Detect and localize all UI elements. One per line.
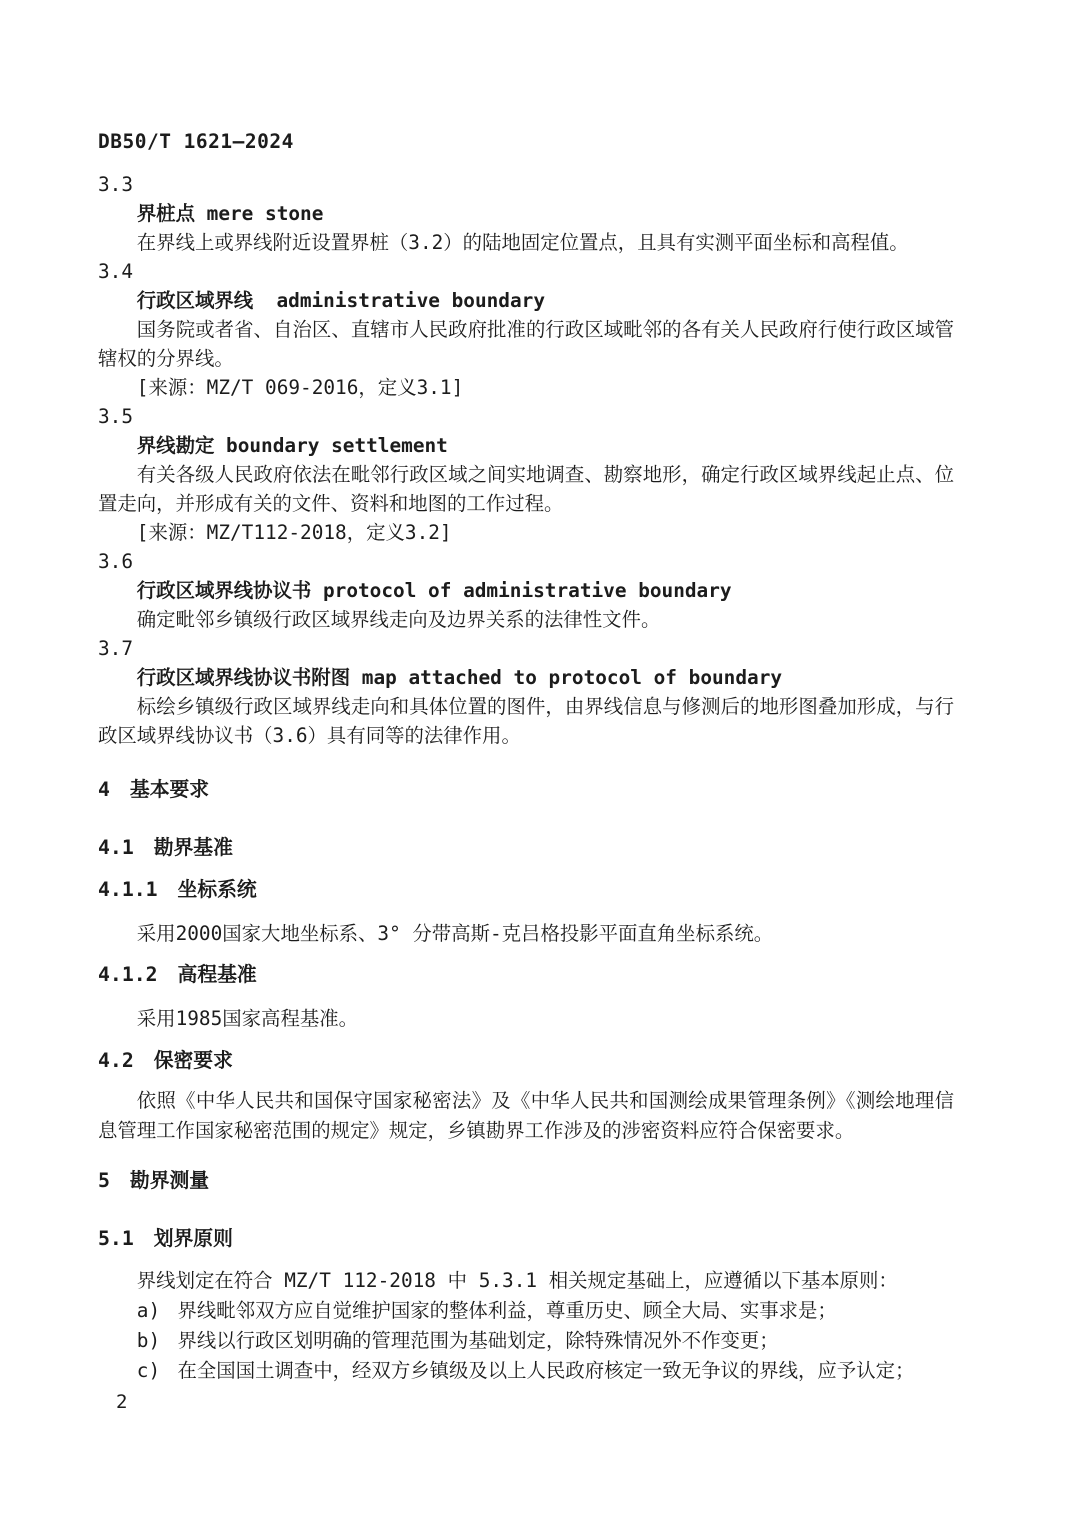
list-item [98, 1296, 954, 1326]
term-title: 界桩点 mere stone [136, 202, 324, 225]
clause-number: 4.2 [98, 1049, 134, 1072]
clause-number: 4.1.1 [98, 878, 158, 901]
term-entry-3-5 [98, 402, 954, 547]
page-content [0, 131, 1074, 1386]
term-source: [来源：MZ/T 069-2016，定义3.1] [136, 376, 464, 399]
clause-body-paragraph: 依照《中华人民共和国保守国家秘密法》及《中华人民共和国测绘成果管理条例》《测绘地理信息管理工作国家秘密范围的规定》规定，乡镇勘界工作涉及的涉密资料应符合保密要求。 [98, 1089, 954, 1142]
subclause-4-1-1-heading [98, 876, 954, 903]
standard-code-header: DB50/T 1621—2024 [98, 130, 294, 153]
term-definition: 标绘乡镇级行政区域界线走向和具体位置的图件，由界线信息与修测后的地形图叠加形成，与行政区域界线协议书（3.6）具有同等的法律作用。 [98, 695, 954, 747]
term-title: 行政区域界线 administrative boundary [136, 289, 545, 312]
clause-body-paragraph: 采用2000国家大地坐标系、3° 分带高斯-克吕格投影平面直角坐标系统。 [136, 922, 774, 945]
term-entry-3-7 [98, 634, 954, 750]
term-number: 3.5 [98, 405, 134, 428]
clause-5-section [98, 1167, 954, 1386]
clause-5-heading [98, 1167, 954, 1194]
clause-title: 坐标系统 [177, 878, 257, 901]
principles-list [98, 1296, 954, 1386]
term-title: 行政区域界线协议书 protocol of administrative boundary [136, 579, 732, 602]
list-item [98, 1326, 954, 1356]
term-entry-3-4 [98, 257, 954, 402]
term-definition: 确定毗邻乡镇级行政区域界线走向及边界关系的法律性文件。 [136, 608, 661, 631]
page-number: 2 [116, 1391, 128, 1413]
clause-title: 保密要求 [153, 1049, 233, 1072]
clause-number: 4 [98, 778, 110, 801]
term-entry-3-6 [98, 547, 954, 634]
term-entry-3-3 [98, 170, 954, 257]
term-title: 界线勘定 boundary settlement [136, 434, 448, 457]
clause-number: 4.1 [98, 836, 134, 859]
principles-intro: 界线划定在符合 MZ/T 112-2018 中 5.3.1 相关规定基础上，应遵循以下基本原则： [136, 1269, 898, 1292]
clause-title: 勘界测量 [129, 1169, 210, 1192]
subclause-4-1-2-heading [98, 961, 954, 988]
clause-title: 勘界基准 [153, 836, 233, 859]
clause-4-heading [98, 776, 954, 803]
clause-number: 4.1.2 [98, 963, 158, 986]
list-item [98, 1356, 954, 1386]
list-item-text: 在全国国土调查中，经双方乡镇级及以上人民政府核定一致无争议的界线，应予认定； [177, 1359, 915, 1382]
list-item-text: 界线毗邻双方应自觉维护国家的整体利益，尊重历史、顾全大局、实事求是； [177, 1299, 837, 1322]
list-item-label: c) [136, 1359, 161, 1382]
term-source: [来源：MZ/T112-2018，定义3.2] [136, 521, 452, 544]
term-number: 3.4 [98, 260, 134, 283]
subclause-4-2-heading [98, 1047, 954, 1074]
term-definition: 在界线上或界线附近设置界桩（3.2）的陆地固定位置点，且具有实测平面坐标和高程值。 [136, 231, 909, 254]
term-number: 3.3 [98, 173, 134, 196]
term-definition: 有关各级人民政府依法在毗邻行政区域之间实地调查、勘察地形，确定行政区域界线起止点、位置走向，并形成有关的文件、资料和地图的工作过程。 [98, 463, 954, 515]
term-number: 3.6 [98, 550, 134, 573]
clause-number: 5 [98, 1169, 110, 1192]
term-definition: 国务院或者省、自治区、直辖市人民政府批准的行政区域毗邻的各有关人民政府行使行政区域管辖权的分界线。 [98, 318, 954, 370]
subclause-4-1-heading [98, 834, 954, 861]
subclause-5-1-heading [98, 1225, 954, 1252]
clause-title: 高程基准 [177, 963, 257, 986]
clause-title: 划界原则 [153, 1227, 233, 1250]
clause-title: 基本要求 [129, 778, 210, 801]
list-item-text: 界线以行政区划明确的管理范围为基础划定，除特殊情况外不作变更； [177, 1329, 779, 1352]
term-number: 3.7 [98, 637, 134, 660]
term-title: 行政区域界线协议书附图 map attached to protocol of boundary [136, 666, 783, 689]
clause-4-section [98, 776, 954, 1146]
clause-number: 5.1 [98, 1227, 134, 1250]
list-item-label: b) [136, 1329, 161, 1352]
clause-body-paragraph: 采用1985国家高程基准。 [136, 1007, 359, 1030]
list-item-label: a) [136, 1299, 161, 1322]
terms-section [98, 170, 954, 750]
